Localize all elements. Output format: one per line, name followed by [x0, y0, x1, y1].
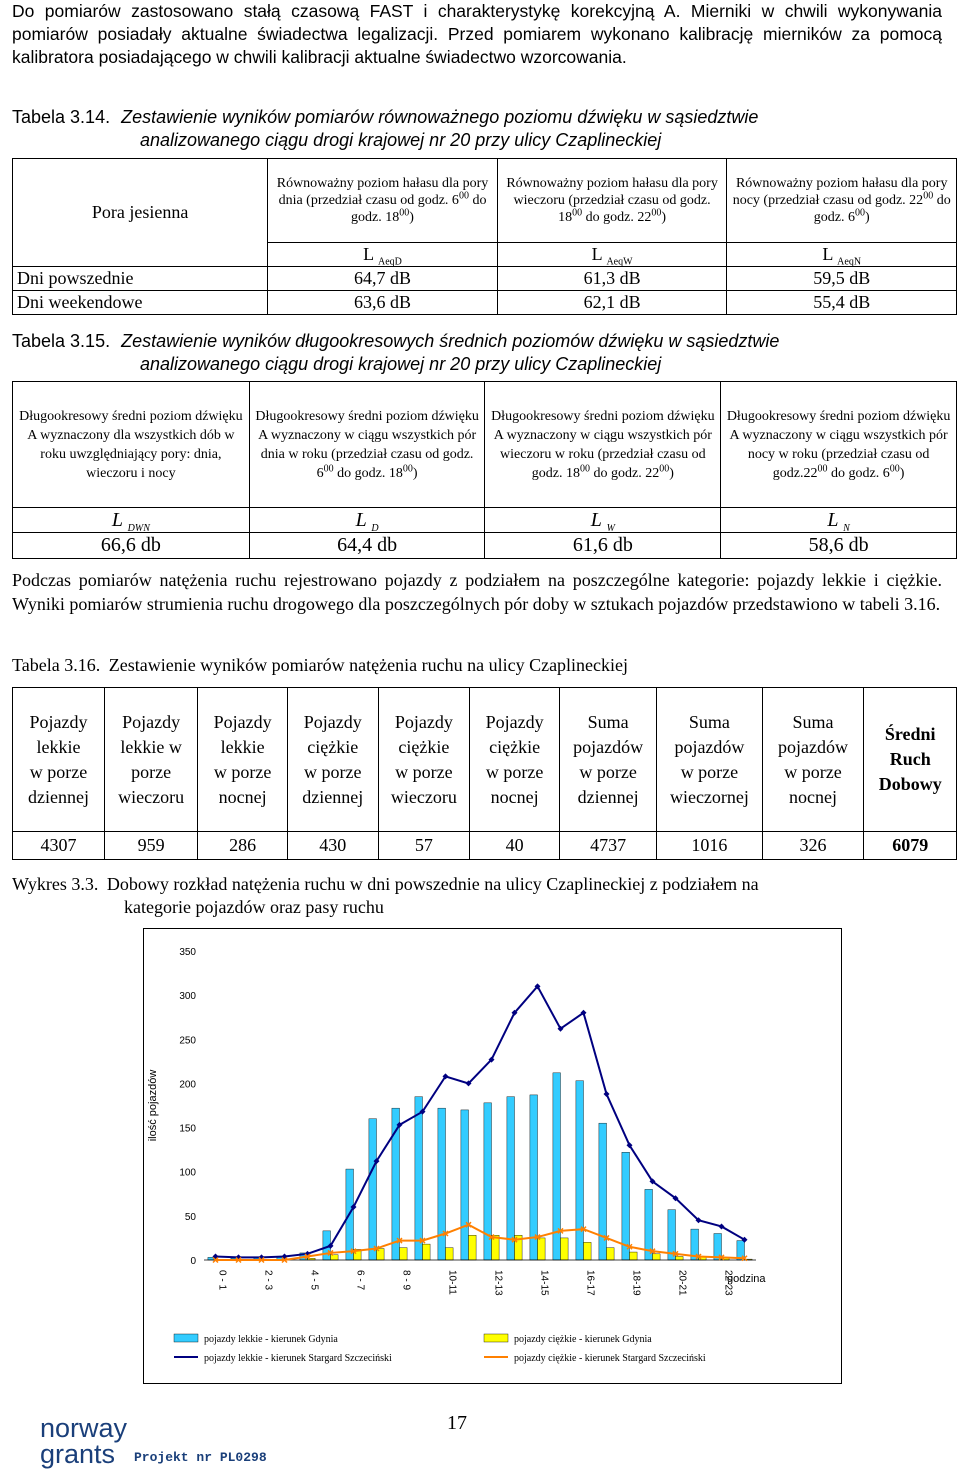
bar-light-gdynia [415, 1097, 423, 1260]
column-header: Suma pojazdów w porze wieczornej [657, 688, 762, 832]
column-header: Długookresowy średni poziom dźwięku A wyznaczony w ciągu wszystkich pór wieczoru w roku (przedział czasu od godz. $18^{00}$ do godz. $22^{00}$) [485, 382, 721, 508]
bar-heavy-gdynia [653, 1254, 661, 1260]
column-header: Równoważny poziom hałasu dla pory dnia (przedział czasu od godz. $6^{00}$ do godz. $18^{00}$) [268, 159, 498, 243]
table-cell: 6079 [864, 832, 957, 860]
bar-heavy-gdynia [446, 1248, 454, 1260]
column-header: Długookresowy średni poziom dźwięku A wyznaczony w ciągu wszystkich pór nocy w roku (przedział czasu od $godz.22^{00}$ do godz. $6^{00}$) [721, 382, 957, 508]
table-cell: 430 [288, 832, 379, 860]
traffic-chart [143, 928, 842, 1384]
line-light-stargard [216, 986, 745, 1257]
x-tick-label: 12-13 [492, 1270, 504, 1296]
bar-heavy-gdynia [676, 1256, 684, 1260]
x-tick-label: 10-11 [446, 1270, 458, 1295]
y-tick-label: 350 [179, 947, 196, 958]
y-tick-label: 200 [179, 1079, 196, 1091]
intro-paragraph: Do pomiarów zastosowano stałą czasową FAST i charakterystykę korekcyjną A. Mierniki w chwili wykonywania pomiarów posiadały aktualne świadectwa legalizacji. Przed pomiarem wykonano kalibrację mierników za pomocą kalibratora posiadającego w chwili kalibracji aktualne świadectwo wzorcowania. [12, 1, 942, 67]
bar-light-gdynia [461, 1110, 469, 1260]
x-tick-label: 22-23 [722, 1270, 734, 1296]
y-tick-label: 150 [179, 1123, 196, 1135]
column-header: Pojazdy lekkie w porze dziennej [13, 688, 105, 832]
x-tick-label: 2 - 3 [262, 1270, 274, 1291]
figure-label: Wykres 3.3. [12, 874, 99, 894]
caption-text: analizowanego ciągu drogi krajowej nr 20 przy ulicy Czaplineckiej [140, 130, 662, 150]
x-axis-label: godzina [727, 1273, 766, 1285]
legend-swatch [484, 1334, 508, 1342]
caption-text: Zestawienie wyników pomiarów równoważnego poziomu dźwięku w sąsiedztwie [121, 107, 759, 127]
x-tick-label: 14-15 [538, 1270, 550, 1296]
column-header: Pojazdy ciężkie w porze wieczoru [378, 688, 470, 832]
y-tick-label: 50 [184, 1211, 196, 1223]
table-cell: 40 [470, 832, 560, 860]
table-row: 66,6 db 64,4 db 61,6 db 58,6 db [13, 533, 957, 559]
table-cell: 4737 [559, 832, 656, 860]
column-header: Równoważny poziom hałasu dla pory nocy (przedział czasu od godz. $22^{00}$ do godz. $6^{00}$) [727, 159, 957, 243]
caption-text: Zestawienie wyników pomiarów natężenia ruchu na ulicy Czaplineckiej [108, 655, 629, 675]
project-label: Projekt nr PL0298 [134, 1450, 267, 1465]
symbol-cell: L $_{DWN}$ [13, 508, 250, 533]
body-paragraph: Podczas pomiarów natężenia ruchu rejestrowano pojazdy z podziałem na poszczególne kategorie: pojazdy lekkie i ciężkie. Wyniki pomiarów strumienia ruchu drogowego dla poszczególnych pór doby w sztukach pojazdów przedstawiono w tabeli 3.16. [12, 570, 942, 614]
row-header: Pora jesienna [13, 159, 268, 267]
y-tick-label: 100 [179, 1167, 196, 1179]
symbol-cell: L $_{AeqD}$ [268, 243, 498, 267]
chart-svg [144, 929, 841, 1383]
figure-caption [12, 873, 947, 919]
traffic-table [12, 687, 957, 860]
table-cell: 1016 [657, 832, 762, 860]
page-number: 17 [447, 1412, 467, 1434]
bar-heavy-gdynia [584, 1242, 592, 1260]
symbol-cell: L $_D$ [249, 508, 485, 533]
legend-label: pojazdy lekkie - kierunek Gdynia [204, 1334, 338, 1345]
table-row: Dni powszednie 64,7 dB 61,3 dB 59,5 dB [13, 267, 957, 291]
bar-heavy-gdynia [630, 1252, 638, 1260]
legend-label: pojazdy ciężkie - kierunek Gdynia [514, 1334, 652, 1345]
table-cell: 57 [378, 832, 470, 860]
column-header: Pojazdy ciężkie w porze dziennej [288, 688, 379, 832]
symbol-cell: L $_{AeqW}$ [497, 243, 727, 267]
noise-table [12, 158, 957, 315]
table-cell: 959 [105, 832, 198, 860]
y-tick-label: 250 [179, 1035, 196, 1047]
table-cell: 4307 [13, 832, 105, 860]
table-cell: 286 [198, 832, 288, 860]
bar-light-gdynia [369, 1119, 377, 1260]
longterm-table [12, 381, 957, 559]
symbol-cell: L $_W$ [485, 508, 721, 533]
legend-swatch [174, 1334, 198, 1342]
x-tick-label: 6 - 7 [354, 1270, 366, 1291]
table-caption [12, 330, 947, 376]
bar-heavy-gdynia [331, 1255, 339, 1260]
bar-heavy-gdynia [607, 1248, 615, 1260]
table-label: Tabela 3.16. [12, 655, 101, 675]
bar-light-gdynia [507, 1097, 515, 1260]
symbol-cell: L $_{AeqN}$ [727, 243, 957, 267]
y-axis-label: ilość pojazdów [147, 1069, 159, 1142]
column-header: Długookresowy średni poziom dźwięku A wyznaczony w ciągu wszystkich pór dnia w roku (przedział czasu od godz. $6^{00}$ do godz. $18^{00}$) [249, 382, 485, 508]
column-header: Suma pojazdów w porze nocnej [762, 688, 864, 832]
caption-text: Zestawienie wyników długookresowych średnich poziomów dźwięku w sąsiedztwie [121, 331, 780, 351]
bar-light-gdynia [576, 1081, 584, 1260]
x-tick-label: 18-19 [630, 1270, 642, 1296]
bar-heavy-gdynia [469, 1235, 477, 1260]
x-tick-label: 0 - 1 [216, 1270, 228, 1291]
caption-text: kategorie pojazdów oraz pasy ruchu [124, 897, 384, 917]
caption-text: Dobowy rozkład natężenia ruchu w dni powszednie na ulicy Czaplineckiej z podziałem na [106, 874, 759, 894]
column-header: Równoważny poziom hałasu dla pory wieczoru (przedział czasu od godz. $18^{00}$ do godz. $22^{00}$) [497, 159, 727, 243]
column-header: Pojazdy lekkie w porze nocnej [198, 688, 288, 832]
column-header: Pojazdy lekkie w porze wieczoru [105, 688, 198, 832]
x-tick-label: 16-17 [584, 1270, 596, 1296]
symbol-cell: L $_N$ [721, 508, 957, 533]
table-caption [12, 106, 947, 152]
column-header: Pojazdy ciężkie w porze nocnej [470, 688, 560, 832]
table-row [13, 832, 957, 860]
caption-text: analizowanego ciągu drogi krajowej nr 20 przy ulicy Czaplineckiej [140, 354, 662, 374]
bar-heavy-gdynia [423, 1244, 431, 1260]
bar-heavy-gdynia [561, 1238, 569, 1260]
point-light-stargard [604, 1091, 610, 1097]
table-label: Tabela 3.15. [12, 331, 111, 351]
table-row: Dni weekendowe 63,6 dB 62,1 dB 55,4 dB [13, 291, 957, 315]
norway-grants-logo: norway grants [40, 1413, 128, 1469]
bar-light-gdynia [438, 1108, 446, 1260]
column-header: Suma pojazdów w porze dziennej [559, 688, 656, 832]
y-tick-label: 0 [190, 1256, 196, 1267]
bar-heavy-gdynia [538, 1238, 546, 1260]
bar-heavy-gdynia [400, 1248, 408, 1260]
y-tick-label: 300 [179, 991, 196, 1003]
table-cell: 326 [762, 832, 864, 860]
column-header: Średni Ruch Dobowy [864, 688, 957, 832]
column-header: Długookresowy średni poziom dźwięku A wyznaczony dla wszystkich dób w roku uwzględniający pory: dnia, wieczoru i nocy [13, 382, 250, 508]
x-tick-label: 8 - 9 [400, 1270, 412, 1291]
legend-label: pojazdy ciężkie - kierunek Stargard Szczeciński [514, 1353, 706, 1364]
x-tick-label: 4 - 5 [308, 1270, 320, 1291]
legend-label: pojazdy lekkie - kierunek Stargard Szczeciński [204, 1353, 392, 1364]
x-tick-label: 20-21 [676, 1270, 688, 1296]
table-label: Tabela 3.14. [12, 107, 111, 127]
table-caption [12, 654, 947, 677]
